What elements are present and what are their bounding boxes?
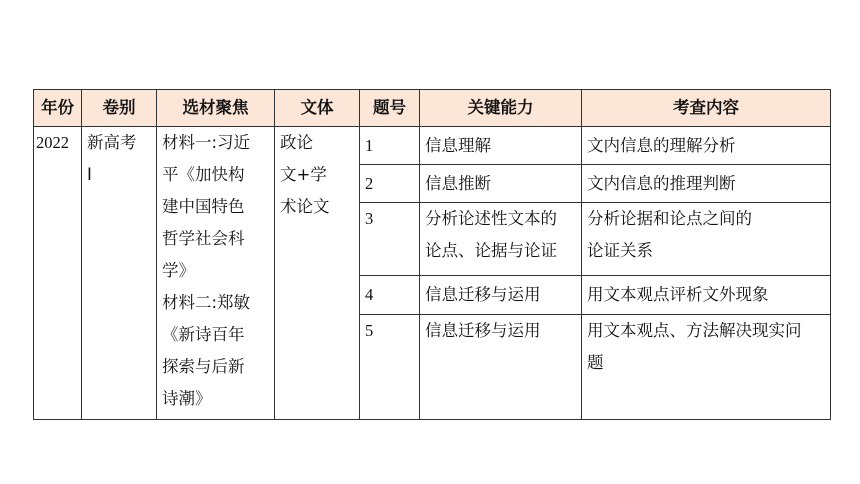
- question-number-cell: 2: [360, 165, 420, 203]
- content-cell: 文内信息的推理判断: [582, 165, 831, 203]
- question-number-cell: 5: [360, 315, 420, 420]
- header-genre: 文体: [275, 90, 360, 127]
- question-number-cell: 1: [360, 127, 420, 165]
- exam-analysis-table: [33, 89, 831, 420]
- content-cell: 用文本观点评析文外现象: [582, 276, 831, 315]
- question-number-cell: 3: [360, 203, 420, 276]
- header-question-number: 题号: [360, 90, 420, 127]
- header-year: 年份: [34, 90, 82, 127]
- ability-cell: 信息迁移与运用: [420, 315, 582, 420]
- header-paper: 卷别: [82, 90, 157, 127]
- table-row: [34, 127, 831, 165]
- header-material: 选材聚焦: [157, 90, 275, 127]
- content-cell: 文内信息的理解分析: [582, 127, 831, 165]
- ability-cell: 信息理解: [420, 127, 582, 165]
- paper-cell: 新高考 Ⅰ: [82, 127, 157, 420]
- ability-cell: 信息迁移与运用: [420, 276, 582, 315]
- ability-cell: 信息推断: [420, 165, 582, 203]
- year-cell: 2022: [34, 127, 82, 420]
- header-exam-content: 考查内容: [582, 90, 831, 127]
- genre-cell: 政论 文+学 术论文: [275, 127, 360, 420]
- content-cell: 用文本观点、方法解决现实问 题: [582, 315, 831, 420]
- material-cell: 材料一:习近 平《加快构 建中国特色 哲学社会科 学》 材料二:郑敏 《新诗百年 探索与后新 诗潮》: [157, 127, 275, 420]
- ability-cell: 分析论述性文本的 论点、论据与论证: [420, 203, 582, 276]
- content-cell: 分析论据和论点之间的 论证关系: [582, 203, 831, 276]
- header-row: [34, 90, 831, 127]
- header-key-ability: 关键能力: [420, 90, 582, 127]
- question-number-cell: 4: [360, 276, 420, 315]
